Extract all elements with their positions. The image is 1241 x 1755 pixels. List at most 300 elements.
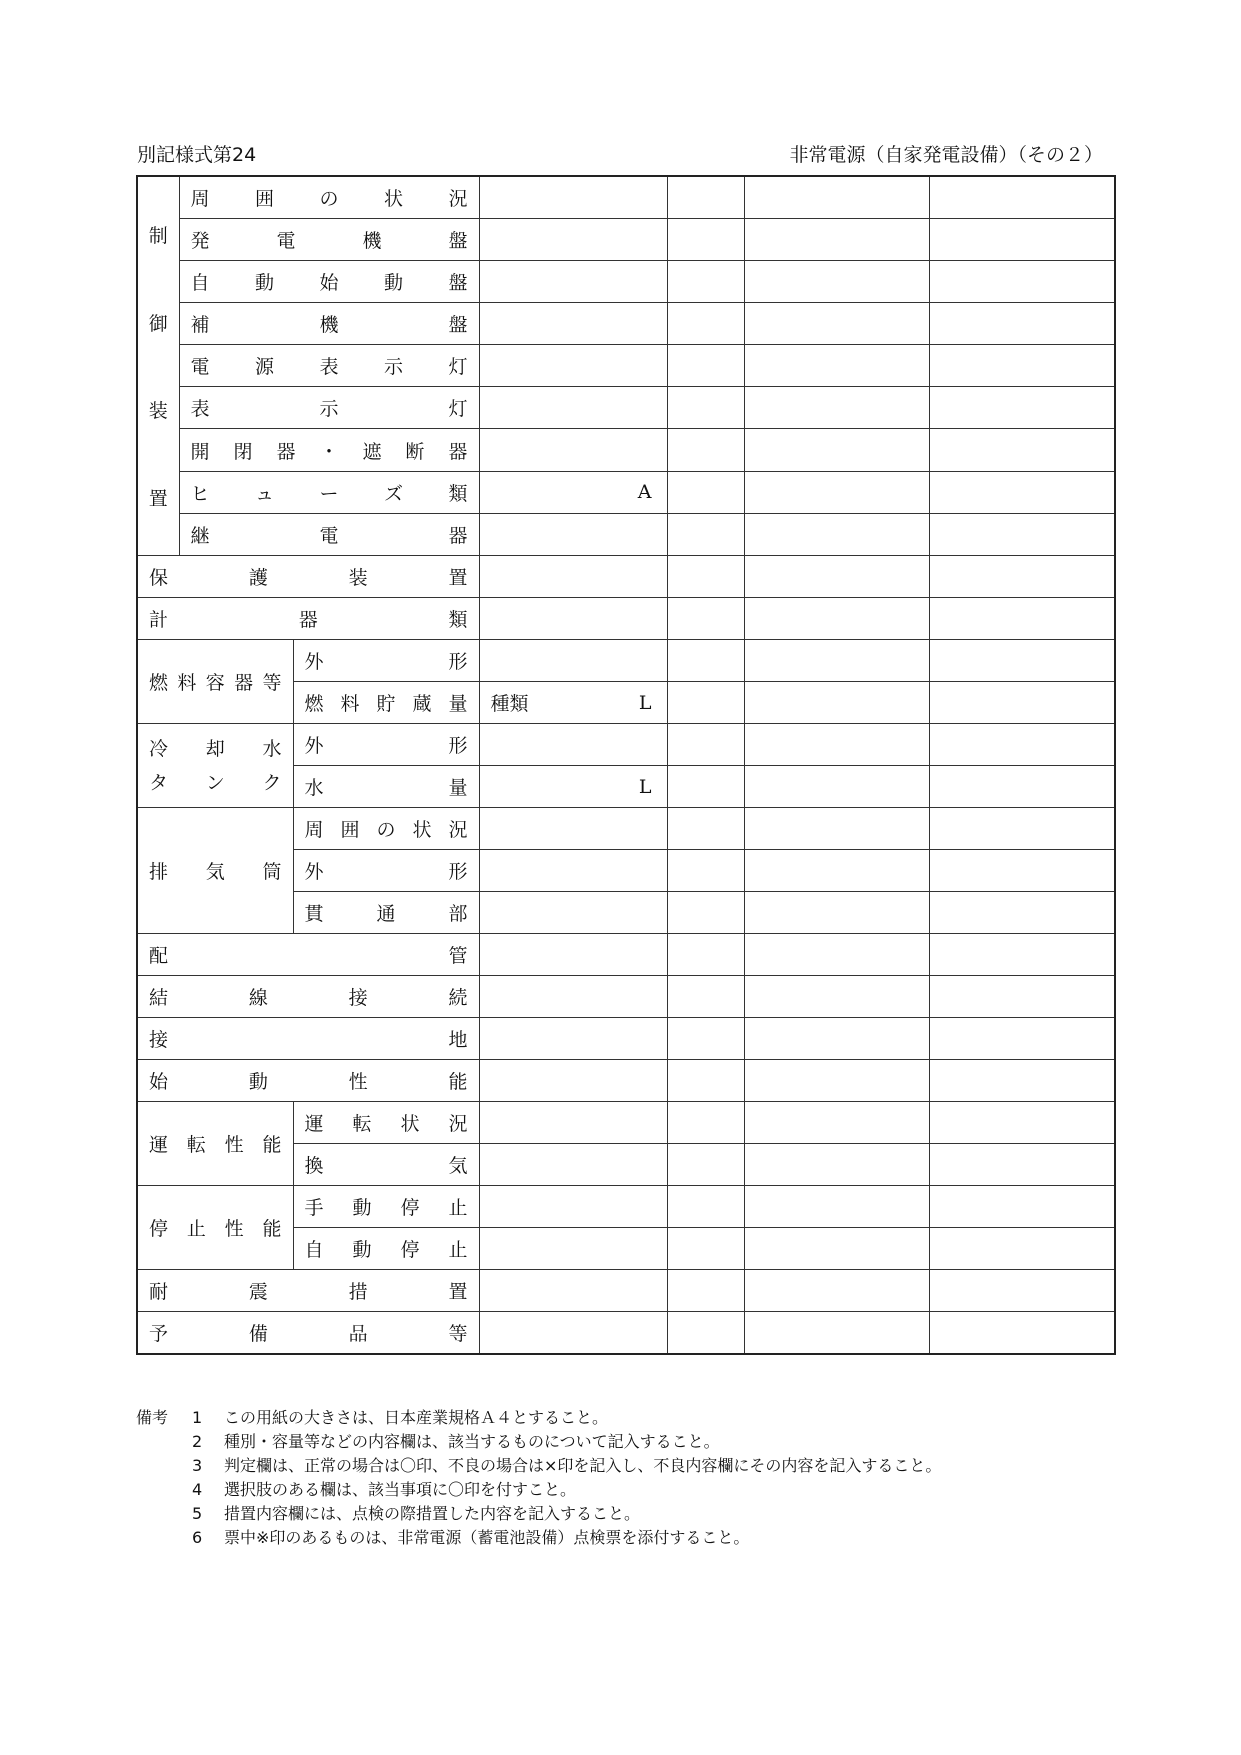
entry-cell[interactable] bbox=[667, 598, 744, 640]
exhaust-surroundings-label bbox=[293, 808, 479, 850]
entry-cell[interactable] bbox=[667, 976, 744, 1018]
label-char: 電 bbox=[319, 524, 339, 547]
note-row bbox=[136, 1478, 941, 1502]
label-char: 地 bbox=[448, 1029, 468, 1051]
entry-cell[interactable] bbox=[667, 1270, 744, 1312]
content-cell[interactable] bbox=[479, 892, 667, 934]
label-char: 置 bbox=[148, 487, 168, 510]
label-char: 類 bbox=[448, 482, 468, 505]
entry-cell[interactable] bbox=[929, 260, 1115, 302]
entry-cell[interactable] bbox=[929, 1102, 1115, 1144]
content-cell[interactable] bbox=[479, 850, 667, 892]
control-group-label bbox=[137, 176, 179, 556]
note-text: 種別・容量等などの内容欄は、該当するものについて記入すること。 bbox=[224, 1432, 720, 1451]
protection-device-label bbox=[137, 556, 479, 598]
label-char: 護 bbox=[248, 567, 268, 589]
wiring-connection-label bbox=[137, 976, 479, 1018]
label-char: タ bbox=[149, 771, 169, 794]
entry-cell[interactable] bbox=[929, 640, 1115, 682]
fuel-storage-label bbox=[293, 682, 479, 724]
label-char: 電 bbox=[276, 229, 296, 252]
table-row bbox=[137, 1060, 1115, 1102]
note-number: 6 bbox=[192, 1528, 203, 1547]
label-char: 発 bbox=[190, 229, 210, 252]
control-item-label bbox=[179, 429, 479, 471]
label-char: 動 bbox=[248, 1071, 268, 1093]
notes-section bbox=[136, 1406, 941, 1550]
spare-parts-label bbox=[137, 1312, 479, 1354]
label-char: 器 bbox=[448, 524, 468, 547]
entry-cell[interactable] bbox=[929, 387, 1115, 429]
entry-cell[interactable] bbox=[929, 1186, 1115, 1228]
entry-cell[interactable] bbox=[744, 850, 929, 892]
entry-cell[interactable] bbox=[929, 1270, 1115, 1312]
control-item-label bbox=[179, 260, 479, 302]
note-number: 2 bbox=[192, 1432, 203, 1451]
entry-cell[interactable] bbox=[667, 345, 744, 387]
entry-cell[interactable] bbox=[929, 429, 1115, 471]
table-row bbox=[137, 640, 1115, 682]
stop-performance-label bbox=[137, 1186, 293, 1270]
entry-cell[interactable] bbox=[744, 471, 929, 513]
entry-cell[interactable] bbox=[744, 1018, 929, 1060]
inspection-table bbox=[136, 175, 1116, 1355]
control-item-label bbox=[179, 345, 479, 387]
label-char: 冷 bbox=[149, 737, 169, 760]
entry-cell[interactable] bbox=[667, 471, 744, 513]
label-char: 気 bbox=[448, 1155, 468, 1177]
label-char: 運 bbox=[304, 1113, 324, 1135]
entry-cell[interactable] bbox=[744, 1270, 929, 1312]
startup-performance-label bbox=[137, 1060, 479, 1102]
label-char: 制 bbox=[148, 225, 168, 248]
entry-cell[interactable] bbox=[667, 176, 744, 218]
content-cell[interactable] bbox=[479, 429, 667, 471]
label-char: 自 bbox=[304, 1239, 324, 1261]
entry-cell[interactable] bbox=[929, 1060, 1115, 1102]
note-text: 措置内容欄には、点検の際措置した内容を記入すること。 bbox=[224, 1504, 641, 1523]
label-char: 置 bbox=[448, 567, 468, 589]
table-row bbox=[137, 1312, 1115, 1354]
label-char: 盤 bbox=[448, 271, 468, 294]
entry-cell[interactable] bbox=[744, 766, 929, 808]
label-char: 外 bbox=[304, 861, 324, 883]
label-char: 況 bbox=[448, 187, 468, 210]
content-cell[interactable] bbox=[479, 176, 667, 218]
label-char: 震 bbox=[248, 1281, 268, 1303]
entry-cell[interactable] bbox=[929, 1144, 1115, 1186]
label-char: 接 bbox=[149, 1029, 169, 1051]
label-char: 水 bbox=[304, 777, 324, 799]
label-char: 状 bbox=[412, 819, 432, 841]
label-char: 閉 bbox=[233, 440, 253, 463]
entry-cell[interactable] bbox=[929, 850, 1115, 892]
label-char: 停 bbox=[400, 1197, 420, 1219]
entry-cell[interactable] bbox=[667, 429, 744, 471]
label-char: 燃 bbox=[304, 693, 324, 715]
entry-cell[interactable] bbox=[667, 302, 744, 344]
entry-cell[interactable] bbox=[744, 682, 929, 724]
entry-cell[interactable] bbox=[929, 513, 1115, 555]
unit-label: L bbox=[638, 775, 652, 798]
label-char: 備 bbox=[248, 1322, 268, 1345]
content-cell[interactable] bbox=[479, 556, 667, 598]
label-char: 耐 bbox=[149, 1281, 169, 1303]
entry-cell[interactable] bbox=[929, 934, 1115, 976]
table-row bbox=[137, 513, 1115, 555]
content-cell[interactable] bbox=[479, 640, 667, 682]
label-char: 囲 bbox=[254, 187, 274, 210]
entry-cell[interactable] bbox=[744, 808, 929, 850]
entry-cell[interactable] bbox=[667, 556, 744, 598]
label-char: 手 bbox=[304, 1197, 324, 1219]
label-char: 筒 bbox=[262, 861, 282, 883]
label-char: 気 bbox=[205, 861, 225, 883]
label-char: 等 bbox=[262, 672, 282, 694]
label-char: 続 bbox=[448, 987, 468, 1009]
note-number: 4 bbox=[192, 1480, 203, 1499]
label-char: 性 bbox=[224, 1218, 244, 1240]
label-char: 停 bbox=[400, 1239, 420, 1261]
label-char: ヒ bbox=[190, 482, 210, 505]
unit-label: A bbox=[637, 481, 652, 504]
entry-cell[interactable] bbox=[667, 513, 744, 555]
label-char: 性 bbox=[224, 1134, 244, 1156]
entry-cell[interactable] bbox=[929, 976, 1115, 1018]
entry-cell[interactable] bbox=[667, 1060, 744, 1102]
cooling-water-label bbox=[293, 766, 479, 808]
content-cell[interactable] bbox=[479, 724, 667, 766]
entry-cell[interactable] bbox=[929, 218, 1115, 260]
entry-cell[interactable] bbox=[929, 302, 1115, 344]
content-cell[interactable] bbox=[479, 1060, 667, 1102]
content-cell[interactable] bbox=[479, 513, 667, 555]
kind-label: 種類 bbox=[490, 693, 529, 715]
content-cell[interactable] bbox=[479, 1018, 667, 1060]
label-char: 運 bbox=[149, 1134, 169, 1156]
grounding-label bbox=[137, 1018, 479, 1060]
cooling-exterior-label bbox=[293, 724, 479, 766]
entry-cell[interactable] bbox=[929, 682, 1115, 724]
entry-cell[interactable] bbox=[744, 387, 929, 429]
label-char: 周 bbox=[304, 819, 324, 841]
table-row bbox=[137, 1186, 1115, 1228]
content-cell[interactable] bbox=[479, 387, 667, 429]
label-char: 品 bbox=[348, 1322, 368, 1345]
piping-label bbox=[137, 934, 479, 976]
label-char: の bbox=[376, 819, 396, 841]
label-char: 動 bbox=[352, 1197, 372, 1219]
entry-cell[interactable] bbox=[667, 218, 744, 260]
label-char: 盤 bbox=[448, 229, 468, 252]
table-row bbox=[137, 1018, 1115, 1060]
label-char: 性 bbox=[348, 1071, 368, 1093]
label-char: 配 bbox=[149, 945, 169, 967]
label-char: 部 bbox=[448, 903, 468, 925]
label-char: 機 bbox=[319, 314, 339, 337]
label-char: 始 bbox=[319, 271, 339, 294]
entry-cell[interactable] bbox=[929, 892, 1115, 934]
label-char: 換 bbox=[304, 1155, 324, 1177]
label-char: 盤 bbox=[448, 314, 468, 337]
label-char: ・ bbox=[319, 440, 339, 463]
note-row bbox=[136, 1454, 941, 1478]
content-cell[interactable] bbox=[479, 598, 667, 640]
label-char: ー bbox=[319, 482, 339, 505]
label-char: 却 bbox=[205, 737, 225, 760]
form-number: 別記様式第24 bbox=[137, 144, 257, 166]
content-cell[interactable] bbox=[479, 682, 667, 724]
entry-cell[interactable] bbox=[744, 976, 929, 1018]
label-char: 灯 bbox=[448, 398, 468, 421]
entry-cell[interactable] bbox=[744, 1102, 929, 1144]
entry-cell[interactable] bbox=[744, 345, 929, 387]
entry-cell[interactable] bbox=[667, 850, 744, 892]
label-char: 止 bbox=[448, 1239, 468, 1261]
label-char: 通 bbox=[376, 903, 396, 925]
table-row bbox=[137, 302, 1115, 344]
label-char: 器 bbox=[276, 440, 296, 463]
content-cell[interactable] bbox=[479, 766, 667, 808]
label-char: 予 bbox=[149, 1322, 169, 1345]
label-char: 表 bbox=[319, 356, 339, 379]
entry-cell[interactable] bbox=[929, 724, 1115, 766]
label-char: 能 bbox=[262, 1134, 282, 1156]
entry-cell[interactable] bbox=[667, 1144, 744, 1186]
label-char: 遮 bbox=[362, 440, 382, 463]
entry-cell[interactable] bbox=[744, 1312, 929, 1354]
content-cell[interactable] bbox=[479, 976, 667, 1018]
control-item-label bbox=[179, 218, 479, 260]
seismic-measures-label bbox=[137, 1270, 479, 1312]
label-char: 動 bbox=[383, 271, 403, 294]
entry-cell[interactable] bbox=[744, 1060, 929, 1102]
label-char: 貫 bbox=[304, 903, 324, 925]
label-char: 蔵 bbox=[412, 693, 432, 715]
entry-cell[interactable] bbox=[667, 934, 744, 976]
entry-cell[interactable] bbox=[667, 724, 744, 766]
note-text: 判定欄は、正常の場合は〇印、不良の場合は×印を記入し、不良内容欄にその内容を記入すること。 bbox=[224, 1456, 942, 1475]
label-char: 止 bbox=[186, 1218, 206, 1240]
label-char: 電 bbox=[190, 356, 210, 379]
entry-cell[interactable] bbox=[929, 808, 1115, 850]
entry-cell[interactable] bbox=[744, 260, 929, 302]
entry-cell[interactable] bbox=[929, 1228, 1115, 1270]
sheet-title: 非常電源（自家発電設備）（その２） bbox=[789, 144, 1103, 166]
unit-label: L bbox=[638, 691, 652, 714]
label-char: 結 bbox=[149, 987, 169, 1009]
label-char: 器 bbox=[298, 609, 318, 631]
entry-cell[interactable] bbox=[667, 640, 744, 682]
table-row bbox=[137, 1102, 1115, 1144]
content-cell[interactable] bbox=[479, 1102, 667, 1144]
table-row bbox=[137, 176, 1115, 218]
content-cell[interactable] bbox=[479, 345, 667, 387]
label-char: 示 bbox=[319, 398, 339, 421]
label-char: 水 bbox=[262, 737, 282, 760]
entry-cell[interactable] bbox=[929, 345, 1115, 387]
entry-cell[interactable] bbox=[744, 513, 929, 555]
label-char: 開 bbox=[190, 440, 210, 463]
note-text: 票中※印のあるものは、非常電源（蓄電池設備）点検票を添付すること。 bbox=[224, 1528, 750, 1547]
exhaust-penetration-label bbox=[293, 892, 479, 934]
entry-cell[interactable] bbox=[744, 1144, 929, 1186]
label-char: 器 bbox=[234, 672, 254, 694]
exhaust-stack-label bbox=[137, 808, 293, 934]
label-char: 燃 bbox=[149, 672, 169, 694]
entry-cell[interactable] bbox=[929, 471, 1115, 513]
control-item-label bbox=[179, 302, 479, 344]
entry-cell[interactable] bbox=[667, 892, 744, 934]
label-char: 外 bbox=[304, 735, 324, 757]
entry-cell[interactable] bbox=[744, 892, 929, 934]
note-row bbox=[136, 1406, 941, 1430]
label-char: 外 bbox=[304, 651, 324, 673]
content-cell[interactable] bbox=[479, 218, 667, 260]
label-char: 容 bbox=[205, 672, 225, 694]
label-char: の bbox=[319, 187, 339, 210]
control-item-label bbox=[179, 471, 479, 513]
content-cell[interactable] bbox=[479, 1312, 667, 1354]
entry-cell[interactable] bbox=[744, 302, 929, 344]
label-char: 量 bbox=[448, 777, 468, 799]
label-char: 断 bbox=[405, 440, 425, 463]
label-char: 止 bbox=[448, 1197, 468, 1219]
content-cell[interactable] bbox=[479, 1228, 667, 1270]
table-row bbox=[137, 345, 1115, 387]
table-row bbox=[137, 218, 1115, 260]
entry-cell[interactable] bbox=[744, 556, 929, 598]
entry-cell[interactable] bbox=[744, 724, 929, 766]
label-char: 表 bbox=[190, 398, 210, 421]
label-char: 置 bbox=[448, 1281, 468, 1303]
label-char: 器 bbox=[448, 440, 468, 463]
entry-cell[interactable] bbox=[667, 1102, 744, 1144]
entry-cell[interactable] bbox=[667, 766, 744, 808]
label-char: 況 bbox=[448, 1113, 468, 1135]
table-row bbox=[137, 429, 1115, 471]
entry-cell[interactable] bbox=[744, 1186, 929, 1228]
label-char: 貯 bbox=[376, 693, 396, 715]
entry-cell[interactable] bbox=[929, 1312, 1115, 1354]
note-text: 選択肢のある欄は、該当事項に〇印を付すこと。 bbox=[224, 1480, 577, 1499]
content-cell[interactable] bbox=[479, 1186, 667, 1228]
label-char: 状 bbox=[400, 1113, 420, 1135]
entry-cell[interactable] bbox=[744, 1228, 929, 1270]
label-char: 示 bbox=[383, 356, 403, 379]
entry-cell[interactable] bbox=[744, 218, 929, 260]
note-row bbox=[136, 1502, 941, 1526]
label-char: 料 bbox=[177, 672, 197, 694]
entry-cell[interactable] bbox=[667, 260, 744, 302]
entry-cell[interactable] bbox=[744, 640, 929, 682]
label-char: 動 bbox=[254, 271, 274, 294]
entry-cell[interactable] bbox=[744, 598, 929, 640]
content-cell[interactable] bbox=[479, 934, 667, 976]
entry-cell[interactable] bbox=[667, 1228, 744, 1270]
entry-cell[interactable] bbox=[667, 1018, 744, 1060]
content-cell[interactable] bbox=[479, 1270, 667, 1312]
manual-stop-label bbox=[293, 1186, 479, 1228]
ventilation-label bbox=[293, 1144, 479, 1186]
label-char: 能 bbox=[262, 1218, 282, 1240]
label-char: 形 bbox=[448, 735, 468, 757]
auto-stop-label bbox=[293, 1228, 479, 1270]
control-item-label bbox=[179, 387, 479, 429]
entry-cell[interactable] bbox=[667, 1186, 744, 1228]
note-row bbox=[136, 1526, 941, 1550]
entry-cell[interactable] bbox=[667, 808, 744, 850]
entry-cell[interactable] bbox=[667, 682, 744, 724]
meters-label bbox=[137, 598, 479, 640]
note-number: 3 bbox=[192, 1456, 203, 1475]
entry-cell[interactable] bbox=[929, 1018, 1115, 1060]
exhaust-exterior-label bbox=[293, 850, 479, 892]
entry-cell[interactable] bbox=[667, 1312, 744, 1354]
note-row bbox=[136, 1430, 941, 1454]
label-char: 装 bbox=[148, 400, 168, 423]
label-char: 形 bbox=[448, 861, 468, 883]
note-text: この用紙の大きさは、日本産業規格Ａ４とすること。 bbox=[224, 1408, 609, 1427]
label-char: 転 bbox=[186, 1134, 206, 1156]
label-char: 保 bbox=[149, 567, 169, 589]
control-item-label bbox=[179, 513, 479, 555]
note-number: 1 bbox=[192, 1408, 203, 1427]
content-cell[interactable] bbox=[479, 471, 667, 513]
table-row bbox=[137, 724, 1115, 766]
cooling-tank-label bbox=[137, 724, 293, 808]
table-row bbox=[137, 598, 1115, 640]
label-char: 補 bbox=[190, 314, 210, 337]
label-char: 線 bbox=[248, 987, 268, 1009]
label-char: 源 bbox=[254, 356, 274, 379]
content-cell[interactable] bbox=[479, 1144, 667, 1186]
notes-label: 備考 bbox=[136, 1408, 169, 1427]
table-row bbox=[137, 976, 1115, 1018]
table-row bbox=[137, 934, 1115, 976]
entry-cell[interactable] bbox=[744, 176, 929, 218]
label-char: 機 bbox=[362, 229, 382, 252]
table-row bbox=[137, 808, 1115, 850]
label-char: ン bbox=[205, 771, 225, 794]
table-row bbox=[137, 260, 1115, 302]
table-row bbox=[137, 471, 1115, 513]
entry-cell[interactable] bbox=[929, 176, 1115, 218]
entry-cell[interactable] bbox=[667, 387, 744, 429]
label-char: 料 bbox=[340, 693, 360, 715]
label-char: 類 bbox=[448, 609, 468, 631]
label-char: 形 bbox=[448, 651, 468, 673]
label-char: 排 bbox=[149, 861, 169, 883]
label-char: 計 bbox=[149, 609, 169, 631]
label-char: 管 bbox=[448, 945, 468, 967]
entry-cell[interactable] bbox=[929, 556, 1115, 598]
entry-cell[interactable] bbox=[929, 598, 1115, 640]
content-cell[interactable] bbox=[479, 302, 667, 344]
label-char: 能 bbox=[448, 1071, 468, 1093]
entry-cell[interactable] bbox=[744, 429, 929, 471]
label-char: 継 bbox=[190, 524, 210, 547]
label-char: ク bbox=[262, 771, 282, 794]
fuel-container-label bbox=[137, 640, 293, 724]
label-char: 装 bbox=[348, 567, 368, 589]
entry-cell[interactable] bbox=[929, 766, 1115, 808]
content-cell[interactable] bbox=[479, 808, 667, 850]
table-row bbox=[137, 556, 1115, 598]
label-char: 転 bbox=[352, 1113, 372, 1135]
content-cell[interactable] bbox=[479, 260, 667, 302]
entry-cell[interactable] bbox=[744, 934, 929, 976]
